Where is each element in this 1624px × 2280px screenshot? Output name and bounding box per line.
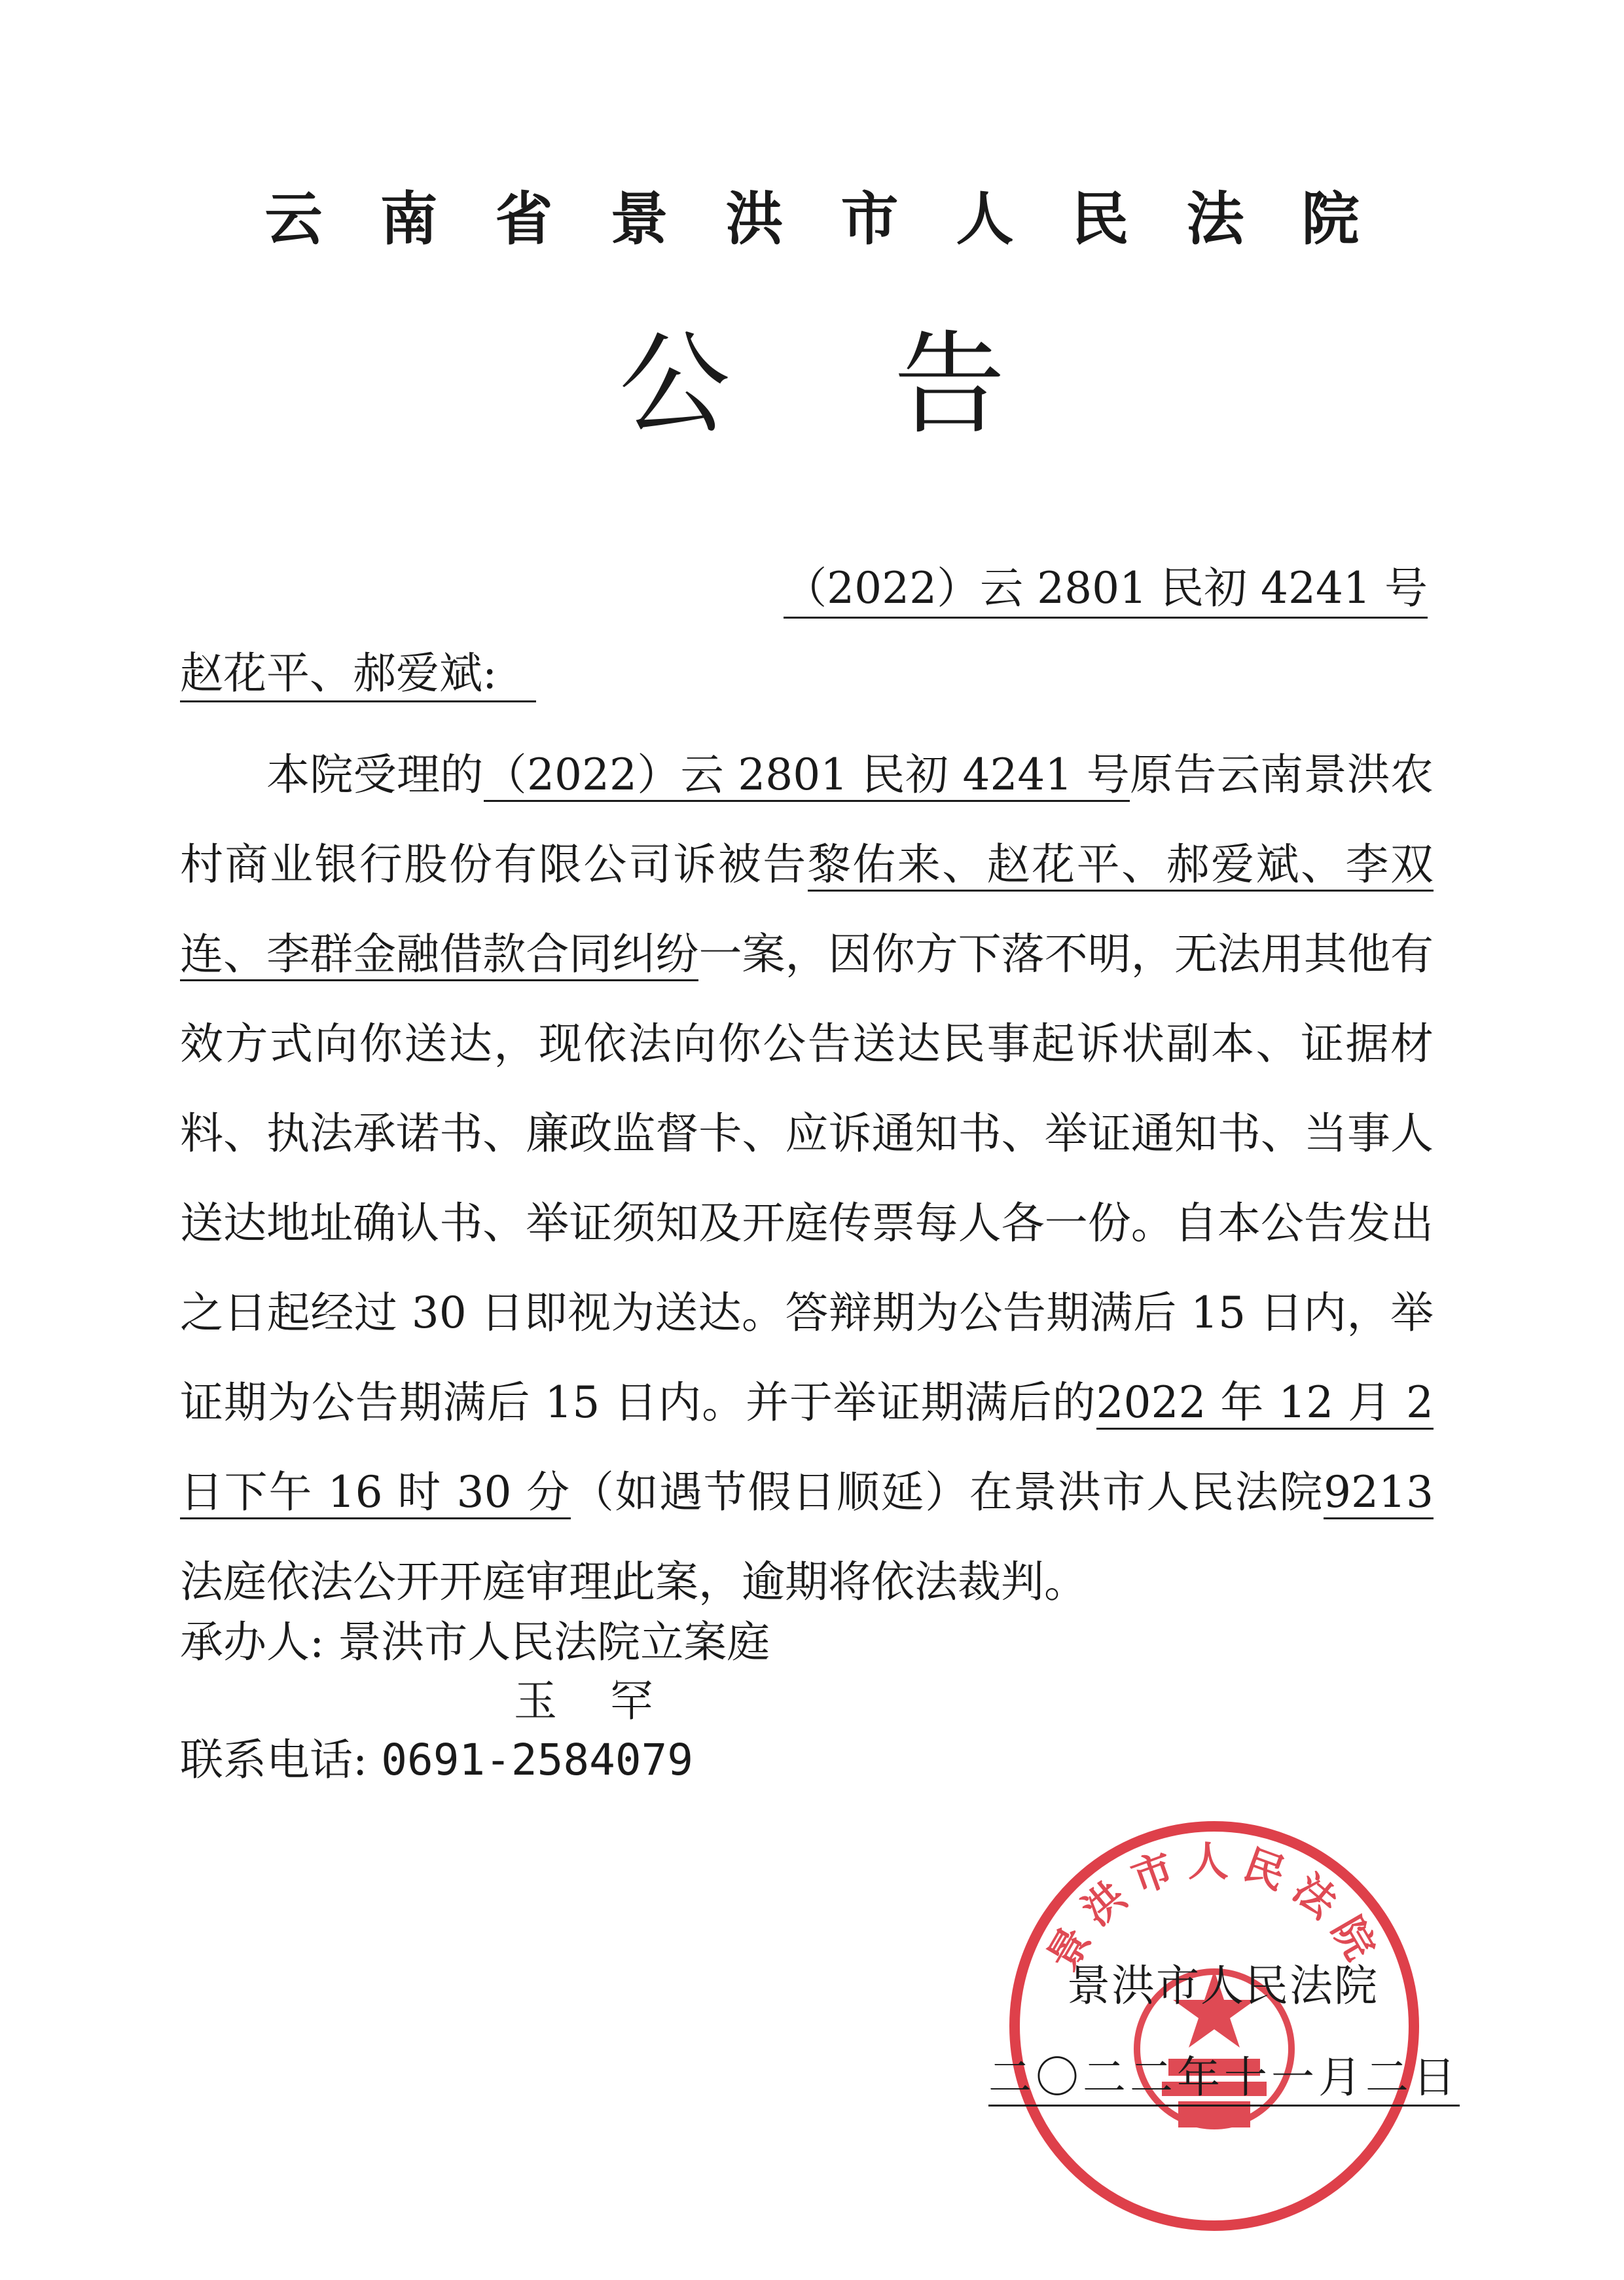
body-text-segment: 一案，因你方下落不明，无法用其他有效方式向你送达，现依法向你公告送达民事起诉状副本、证据材料、执法承诺书、廉政监督卡、应诉通知书、举证通知书、当事人送达地址确认书、举证须知及开庭传票每人各一份。自本公告发出之日起经过 30 日即视为送达。答辩期为公告期满后 15 日内，举证期为公告期满后 15 日内。并于举证期满后的 <box>180 929 1434 1428</box>
body-text-segment: 本院受理的 <box>266 750 484 800</box>
handler-name: 玉 罕 <box>514 1676 673 1726</box>
signature-date: 二〇二二年十一月二日 <box>988 2042 1460 2107</box>
body-text-segment: （如遇节假日顺延）在景洪市人民法院 <box>570 1467 1324 1517</box>
case-reference: （2022）云 2801 民初 4241 号 <box>484 750 1130 802</box>
case-number: （2022）云 2801 民初 4241 号 <box>784 553 1428 619</box>
court-seal-icon <box>1001 1813 1427 2239</box>
court-name-heading: 云南省景洪市人民法院 <box>264 185 1417 253</box>
phone-line <box>180 1725 693 1787</box>
body-text-segment: 法庭依法公开开庭审理此案，逾期将依法裁判。 <box>180 1557 1087 1607</box>
phone-number: 0691-2584079 <box>381 1735 694 1785</box>
courtroom-number: 9213 <box>1324 1467 1434 1519</box>
seal-text: 景洪市人民法院 <box>1038 1837 1391 1978</box>
handler-department: 景洪市人民法院立案庭 <box>338 1617 770 1667</box>
phone-label: 联系电话: <box>180 1735 382 1785</box>
notice-title: 公告 <box>619 320 1169 450</box>
addressee: 赵花平、郝爱斌: <box>180 638 536 702</box>
signature-court: 景洪市人民法院 <box>1067 1961 1379 2011</box>
parties-and-cause: 黎佑来、赵花平、郝爱斌、李双连、李群金融借款合同纠纷 <box>180 839 1434 981</box>
notice-body <box>180 730 1434 1627</box>
hearing-time: 2022 年 12 月 2 日下午 16 时 30 分 <box>180 1377 1434 1519</box>
handler-label: 承办人: <box>180 1617 338 1667</box>
handler-line <box>180 1607 770 1669</box>
body-text-segment: 原告云南景洪农村商业银行股份有限公司诉被告 <box>180 750 1434 890</box>
